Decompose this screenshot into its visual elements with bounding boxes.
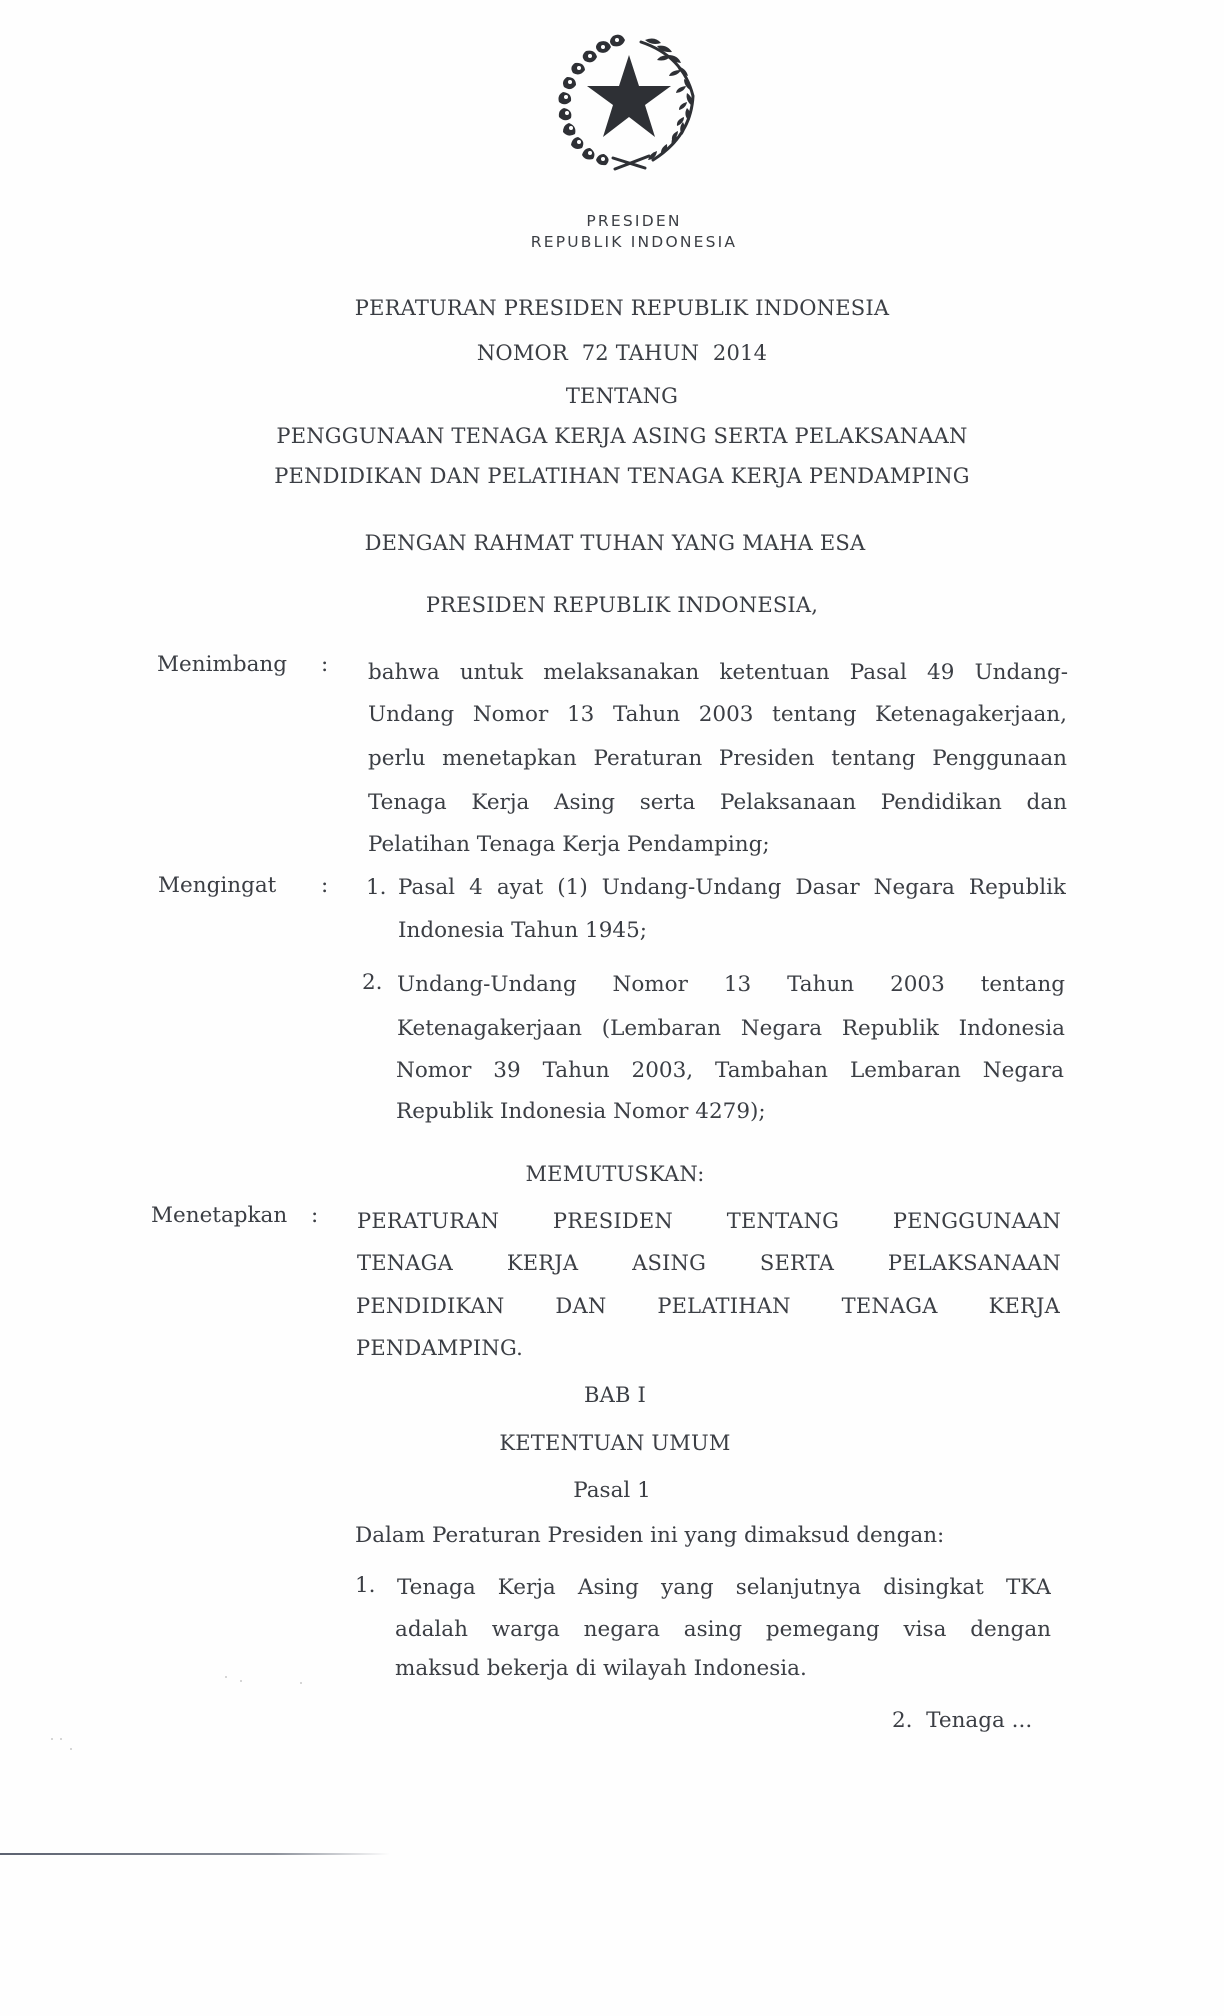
- mengingat-item-2-number: 2.: [362, 970, 383, 995]
- menimbang-line-1: bahwa untuk melaksanakan ketentuan Pasal 49 Undang-: [368, 662, 1068, 685]
- title-line-subject-1: PENGGUNAAN TENAGA KERJA ASING SERTA PELAKSANAAN: [276, 424, 968, 448]
- title-line-1: PERATURAN PRESIDEN REPUBLIK INDONESIA: [354, 296, 890, 320]
- letterhead-line-presiden: PRESIDEN: [586, 212, 682, 230]
- mengingat-label: Mengingat: [158, 873, 277, 898]
- menimbang-line-3: perlu menetapkan Peraturan Presiden tentang Penggunaan: [368, 748, 1067, 771]
- letterhead-line-republik-indonesia: REPUBLIK INDONESIA: [530, 233, 738, 251]
- pasal-heading: Pasal 1: [573, 1478, 651, 1503]
- mengingat-item-2-line-2: Ketenagakerjaan (Lembaran Negara Republik Indonesia: [397, 1018, 1065, 1041]
- mengingat-item-1-number: 1.: [366, 875, 387, 900]
- scan-speck: [70, 1748, 72, 1750]
- mengingat-item-1-line-1: Pasal 4 ayat (1) Undang-Undang Dasar Negara Republik: [398, 877, 1066, 900]
- decision-heading: MEMUTUSKAN:: [525, 1162, 705, 1186]
- menetapkan-line-3: PENDIDIKAN DAN PELATIHAN TENAGA KERJA: [356, 1296, 1060, 1318]
- definition-1-line-3: maksud bekerja di wilayah Indonesia.: [395, 1656, 807, 1681]
- scan-speck: [240, 1680, 242, 1682]
- menimbang-line-4: Tenaga Kerja Asing serta Pelaksanaan Pendidikan dan: [368, 792, 1067, 815]
- menetapkan-label: Menetapkan: [151, 1203, 288, 1228]
- mengingat-item-2-line-1: Undang-Undang Nomor 13 Tahun 2003 tentang: [397, 974, 1065, 997]
- chapter-title: KETENTUAN UMUM: [499, 1431, 731, 1455]
- menetapkan-colon: :: [311, 1203, 319, 1228]
- menetapkan-line-1: PERATURAN PRESIDEN TENTANG PENGGUNAAN: [357, 1211, 1061, 1233]
- menetapkan-line-4: PENDAMPING.: [356, 1336, 524, 1360]
- page-continuation-catchword: 2. Tenaga ...: [892, 1708, 1033, 1733]
- scan-speck: [225, 1676, 227, 1678]
- preamble-issuer: PRESIDEN REPUBLIK INDONESIA,: [425, 593, 819, 617]
- title-line-subject-2: PENDIDIKAN DAN PELATIHAN TENAGA KERJA PENDAMPING: [274, 464, 970, 488]
- preamble-blessing: DENGAN RAHMAT TUHAN YANG MAHA ESA: [364, 531, 866, 555]
- chapter-bab: BAB I: [583, 1383, 646, 1407]
- title-line-nomor: NOMOR 72 TAHUN 2014: [476, 341, 768, 365]
- scan-speck: [300, 1682, 302, 1684]
- pasal-intro: Dalam Peraturan Presiden ini yang dimaksud dengan:: [355, 1523, 945, 1548]
- scan-edge-line: [0, 1853, 390, 1855]
- definition-1-number: 1.: [355, 1573, 376, 1598]
- mengingat-item-2-line-3: Nomor 39 Tahun 2003, Tambahan Lembaran Negara: [396, 1060, 1064, 1083]
- mengingat-item-1-line-2: Indonesia Tahun 1945;: [398, 918, 648, 943]
- menetapkan-line-2: TENAGA KERJA ASING SERTA PELAKSANAAN: [357, 1253, 1061, 1275]
- mengingat-item-2-line-4: Republik Indonesia Nomor 4279);: [396, 1099, 766, 1124]
- menimbang-label: Menimbang: [157, 652, 288, 677]
- title-line-tentang: TENTANG: [565, 384, 679, 408]
- menimbang-colon: :: [321, 652, 329, 677]
- state-emblem-icon: [553, 26, 705, 172]
- definition-1-line-1: Tenaga Kerja Asing yang selanjutnya disingkat TKA: [397, 1577, 1051, 1600]
- definition-1-line-2: adalah warga negara asing pemegang visa dengan: [395, 1619, 1051, 1642]
- mengingat-colon: :: [321, 873, 329, 898]
- scan-speck: [60, 1738, 62, 1740]
- scan-speck: [51, 1738, 53, 1740]
- menimbang-line-5: Pelatihan Tenaga Kerja Pendamping;: [368, 832, 770, 857]
- menimbang-line-2: Undang Nomor 13 Tahun 2003 tentang Ketenagakerjaan,: [368, 704, 1067, 727]
